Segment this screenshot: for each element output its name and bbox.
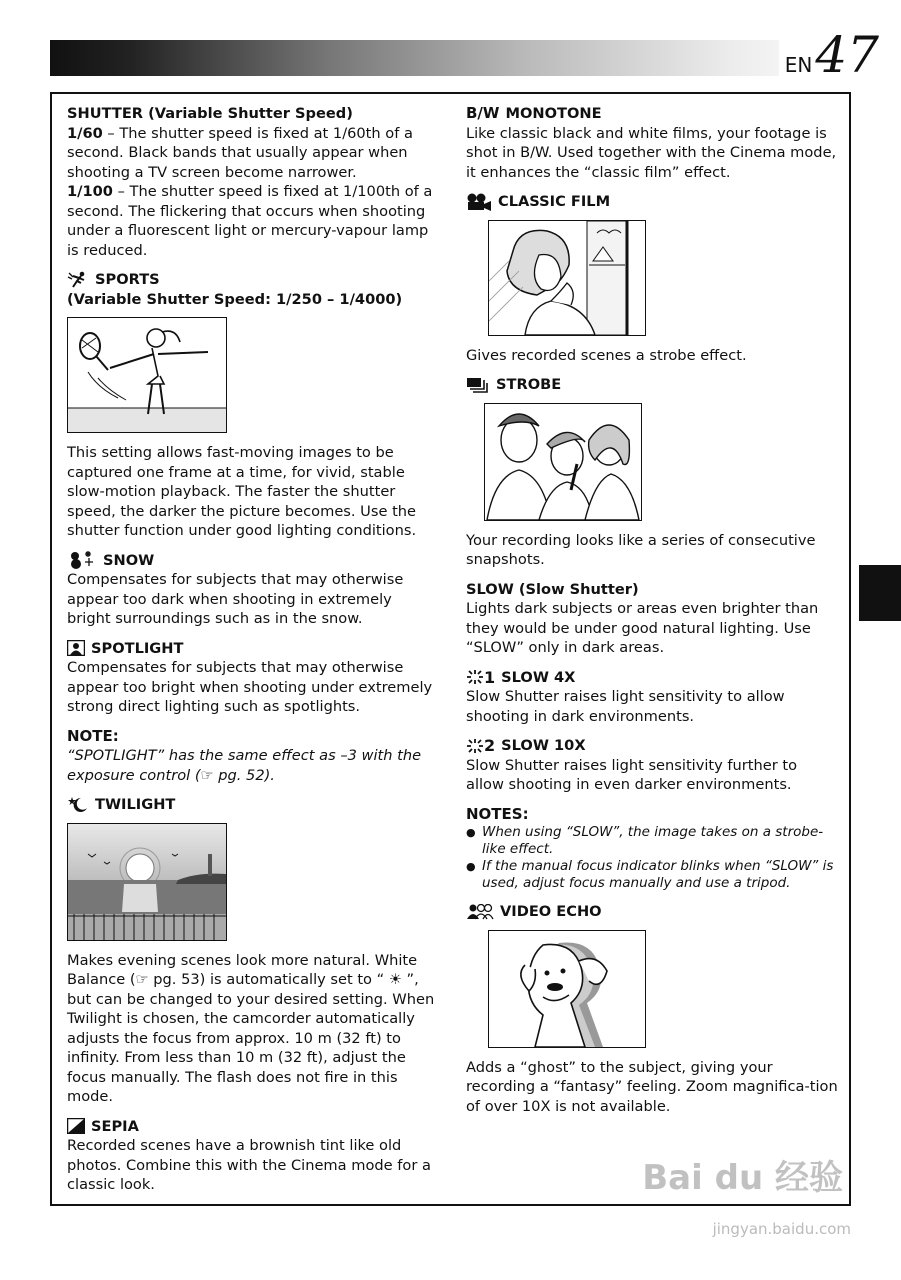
- language-label: EN: [784, 53, 813, 77]
- shutter-1-60: [67, 124, 439, 183]
- snow-icon: [67, 551, 97, 569]
- sepia-icon: [67, 1118, 85, 1134]
- slow4x-heading: [466, 668, 838, 688]
- watermark-url: jingyan.baidu.com: [712, 1220, 851, 1238]
- notes-heading: NOTES:: [466, 804, 529, 823]
- slow-heading: SLOW (Slow Shutter): [466, 580, 639, 598]
- note-text: “SPOTLIGHT” has the same effect as –3 with the exposure control (☞ pg. 52).: [67, 747, 422, 784]
- snow-title: SNOW: [103, 551, 155, 569]
- shutter-1-100: [67, 182, 439, 260]
- classic-film-heading: [466, 192, 838, 212]
- opt-1-100-text: – The shutter speed is fixed at 1/100th of a second. The flickering that occurs when shooting under a fluorescent light or mercury-vapour lamp is reduced.: [67, 183, 433, 259]
- sepia-description: Recorded scenes have a brownish tint like old photos. Combine this with the Cinema mode for a classic look.: [67, 1137, 431, 1193]
- twilight-description: Makes evening scenes look more natural. White Balance (☞ pg. 53) is automatically set to “ ☀ ”, but can be changed to your desired setting. When Twilight is chosen, the camcorder automatically adjusts the focus from approx. 10 m (32 ft) to infinity. From less than 10 m (32 ft), adjust the focus manually. The flash does not fire in this mode.: [67, 951, 435, 1105]
- sepia-title: SEPIA: [91, 1117, 139, 1135]
- slow4x-description: Slow Shutter raises light sensitivity to allow shooting in dark environments.: [466, 688, 785, 725]
- section-tab: [859, 565, 901, 621]
- sports-icon: [67, 271, 89, 289]
- sports-illustration: [67, 317, 227, 433]
- notes-list: [466, 824, 838, 892]
- notes-block: [466, 805, 838, 893]
- video-echo-description: Adds a “ghost” to the subject, giving your recording a “fantasy” feeling. Zoom magnifica-tion of over 10X is not available.: [466, 1058, 838, 1115]
- sports-description: This setting allows fast-moving images to be captured one frame at a time, for vivid, stable slow-motion playback. The faster the shutter speed, the darker the picture becomes. Use the shutter function under good lighting conditions.: [67, 444, 417, 539]
- slow-section: [466, 580, 838, 658]
- video-echo-icon: [466, 904, 494, 920]
- twilight-illustration: [67, 823, 227, 941]
- video-echo-heading: [466, 902, 838, 922]
- left-column: [67, 104, 439, 1205]
- slow-shutter-icon: [466, 669, 484, 685]
- film-camera-icon: [466, 193, 492, 211]
- strobe-illustration: [484, 403, 642, 521]
- classic-film-section: [466, 192, 838, 365]
- watermark-logo: Bai du 经验: [642, 1158, 843, 1198]
- twilight-section: [67, 795, 439, 1107]
- monotone-description: Like classic black and white films, your footage is shot in B/W. Used together with the Cinema mode, it enhances the “classic film” effect.: [466, 124, 837, 181]
- slow4x-section: [466, 668, 838, 727]
- spotlight-title: SPOTLIGHT: [91, 639, 184, 657]
- snow-heading: [67, 551, 439, 571]
- note-item: ● If the manual focus indicator blinks when “SLOW” is used, adjust focus manually and use a tripod.: [466, 858, 838, 892]
- slow4x-icon: [466, 668, 495, 688]
- spotlight-description: Compensates for subjects that may otherwise appear too bright when shooting under extremely strong direct lighting such as spotlights.: [67, 659, 433, 715]
- classic-film-illustration: [488, 220, 646, 336]
- bw-icon: B/W: [466, 104, 500, 122]
- shutter-heading: SHUTTER (Variable Shutter Speed): [67, 105, 353, 122]
- strobe-icon: [466, 377, 490, 393]
- spotlight-section: [67, 639, 439, 717]
- slow-description: Lights dark subjects or areas even brighter than they would be under good natural lighting. Use “SLOW” only in dark areas.: [466, 600, 819, 656]
- note-heading: NOTE:: [67, 726, 119, 745]
- classic-film-description: Gives recorded scenes a strobe effect.: [466, 346, 747, 364]
- slow10x-heading: [466, 736, 838, 756]
- sports-title: SPORTS: [95, 271, 160, 288]
- opt-1-60-label: 1/60: [67, 124, 103, 142]
- header-gradient-bar: [50, 40, 850, 76]
- sepia-section: [67, 1117, 439, 1195]
- strobe-section: [466, 375, 838, 570]
- strobe-description: Your recording looks like a series of consecutive snapshots.: [466, 531, 816, 568]
- video-echo-illustration: [488, 930, 646, 1048]
- sports-heading: [67, 270, 439, 290]
- note-item: ● When using “SLOW”, the image takes on a strobe-like effect.: [466, 824, 838, 858]
- slow4x-title: SLOW 4X: [501, 668, 576, 686]
- monotone-section: [466, 104, 838, 182]
- snow-description: Compensates for subjects that may otherwise appear too dark when shooting in extremely bright surroundings such as in the snow.: [67, 571, 404, 627]
- slow10x-icon: [466, 736, 495, 756]
- slow-shutter-icon: [466, 738, 484, 754]
- page-number: [779, 26, 879, 84]
- slow10x-title: SLOW 10X: [501, 737, 586, 754]
- sepia-heading: [67, 1117, 439, 1137]
- monotone-title: MONOTONE: [505, 105, 602, 122]
- slow4x-icon-number: 1: [484, 667, 496, 687]
- monotone-heading: [466, 104, 838, 124]
- right-column: [466, 104, 838, 1126]
- slow10x-icon-number: 2: [484, 736, 496, 755]
- strobe-heading: [466, 375, 838, 395]
- opt-1-100-label: 1/100: [67, 183, 113, 200]
- spotlight-icon: [67, 640, 85, 656]
- snow-section: [67, 551, 439, 629]
- slow10x-section: [466, 736, 838, 795]
- spotlight-heading: [67, 639, 439, 659]
- page-number-value: 47: [815, 26, 879, 84]
- opt-1-60-text: – The shutter speed is fixed at 1/60th of a second. Black bands that usually appear when shooting a TV screen become narrower.: [67, 124, 413, 181]
- strobe-title: STROBE: [496, 376, 562, 393]
- sports-subtitle: (Variable Shutter Speed: 1/250 – 1/4000): [67, 290, 403, 308]
- shutter-section: [67, 104, 439, 260]
- twilight-title: TWILIGHT: [95, 796, 176, 813]
- video-echo-section: [466, 902, 838, 1116]
- classic-film-title: CLASSIC FILM: [498, 193, 611, 210]
- twilight-heading: [67, 795, 439, 815]
- video-echo-title: VIDEO ECHO: [500, 903, 602, 920]
- note-block: [67, 727, 439, 786]
- sports-section: [67, 270, 439, 541]
- twilight-icon: [67, 796, 89, 814]
- slow10x-description: Slow Shutter raises light sensitivity further to allow shooting in even darker environments.: [466, 756, 798, 793]
